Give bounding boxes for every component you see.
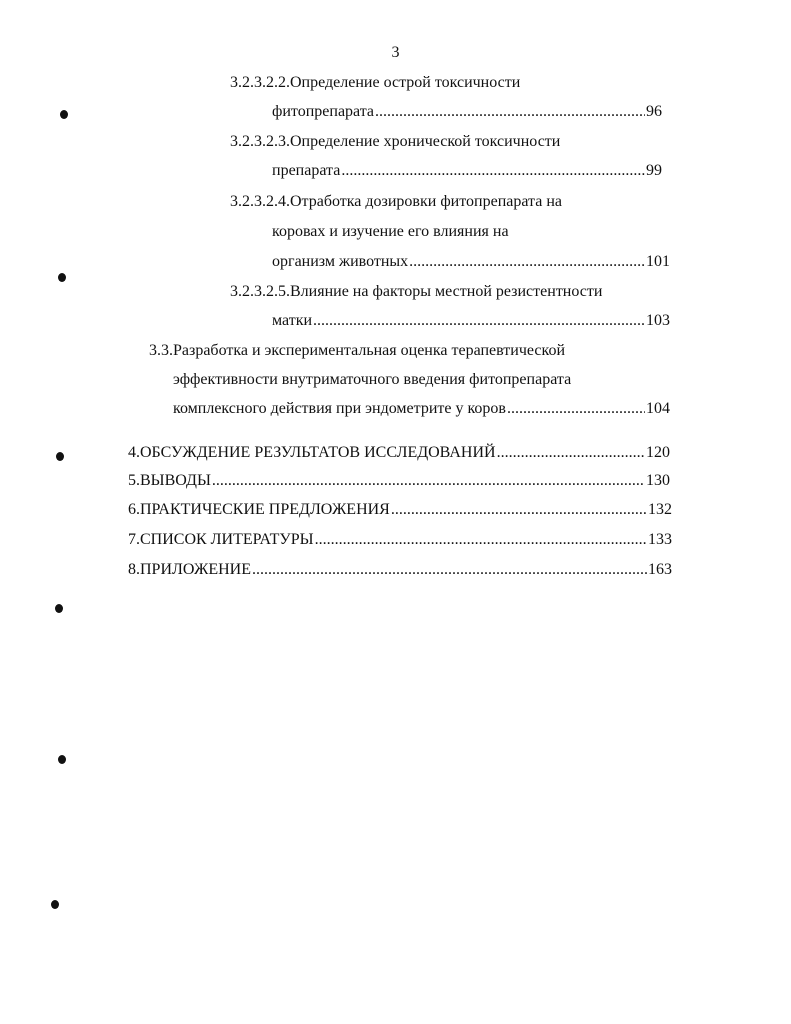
- toc-entry-3-3-title-cont: эффективности внутриматочного введения фитопрепарата: [173, 371, 572, 388]
- toc-entry-label: 7.СПИСОК ЛИТЕРАТУРЫ: [128, 531, 314, 548]
- toc-entry-3-3-title: 3.3.Разработка и экспериментальная оценка терапевтической: [149, 342, 566, 359]
- toc-entry-3-2-3-2-4-title: 3.2.3.2.4.Отработка дозировки фитопрепарата на: [230, 193, 562, 210]
- toc-entry-3-2-3-2-4[interactable]: [272, 252, 670, 272]
- toc-entry-3-3[interactable]: [173, 399, 670, 419]
- toc-entry-3-2-3-2-3[interactable]: [272, 161, 662, 181]
- binding-hole-mark: [60, 110, 68, 119]
- toc-entry-label: 8.ПРИЛОЖЕНИЕ: [128, 561, 252, 578]
- toc-entry-label: препарата: [272, 162, 341, 179]
- leader-dots: [375, 102, 645, 122]
- toc-entry-label: комплексного действия при эндометрите у коров: [173, 400, 506, 417]
- toc-entry-label: организм животных: [272, 253, 409, 270]
- leader-dots: [315, 530, 647, 550]
- leader-dots: [252, 560, 647, 580]
- toc-entry-8[interactable]: [128, 560, 672, 580]
- leader-dots: [341, 161, 645, 181]
- toc-entry-3-2-3-2-2-title: 3.2.3.2.2.Определение острой токсичности: [230, 74, 521, 91]
- toc-entry-label: фитопрепарата: [272, 103, 375, 120]
- toc-entry-3-2-3-2-3-title: 3.2.3.2.3.Определение хронической токсичности: [230, 133, 561, 150]
- toc-entry-page: 120: [646, 444, 670, 461]
- toc-entry-page: 101: [646, 253, 670, 270]
- leader-dots: [409, 252, 645, 272]
- toc-entry-4[interactable]: [128, 443, 670, 463]
- toc-entry-5[interactable]: [128, 471, 670, 491]
- toc-entry-page: 99: [646, 162, 662, 179]
- binding-hole-mark: [51, 900, 59, 909]
- toc-entry-label: матки: [272, 312, 313, 329]
- leader-dots: [507, 399, 645, 419]
- leader-dots: [497, 443, 645, 463]
- binding-hole-mark: [58, 273, 66, 282]
- toc-entry-7[interactable]: [128, 530, 672, 550]
- toc-entry-page: 163: [648, 561, 672, 578]
- toc-entry-3-2-3-2-4-title-cont: коровах и изучение его влияния на: [272, 223, 509, 240]
- toc-entry-page: 103: [646, 312, 670, 329]
- page-number: 3: [391, 44, 400, 61]
- toc-entry-label: 6.ПРАКТИЧЕСКИЕ ПРЕДЛОЖЕНИЯ: [128, 501, 390, 518]
- toc-entry-3-2-3-2-5[interactable]: [272, 311, 670, 331]
- binding-hole-mark: [58, 755, 66, 764]
- toc-entry-label: 5.ВЫВОДЫ: [128, 472, 211, 489]
- leader-dots: [313, 311, 645, 331]
- toc-entry-6[interactable]: [128, 500, 672, 520]
- leader-dots: [212, 471, 645, 491]
- toc-entry-3-2-3-2-5-title: 3.2.3.2.5.Влияние на факторы местной резистентности: [230, 283, 603, 300]
- toc-entry-page: 130: [646, 472, 670, 489]
- toc-entry-page: 96: [646, 103, 662, 120]
- toc-entry-label: 4.ОБСУЖДЕНИЕ РЕЗУЛЬТАТОВ ИССЛЕДОВАНИЙ: [128, 444, 496, 461]
- toc-entry-page: 104: [646, 400, 670, 417]
- toc-entry-3-2-3-2-2[interactable]: [272, 102, 662, 122]
- binding-hole-mark: [55, 604, 63, 613]
- toc-entry-page: 133: [648, 531, 672, 548]
- toc-entry-page: 132: [648, 501, 672, 518]
- binding-hole-mark: [56, 452, 64, 461]
- leader-dots: [391, 500, 647, 520]
